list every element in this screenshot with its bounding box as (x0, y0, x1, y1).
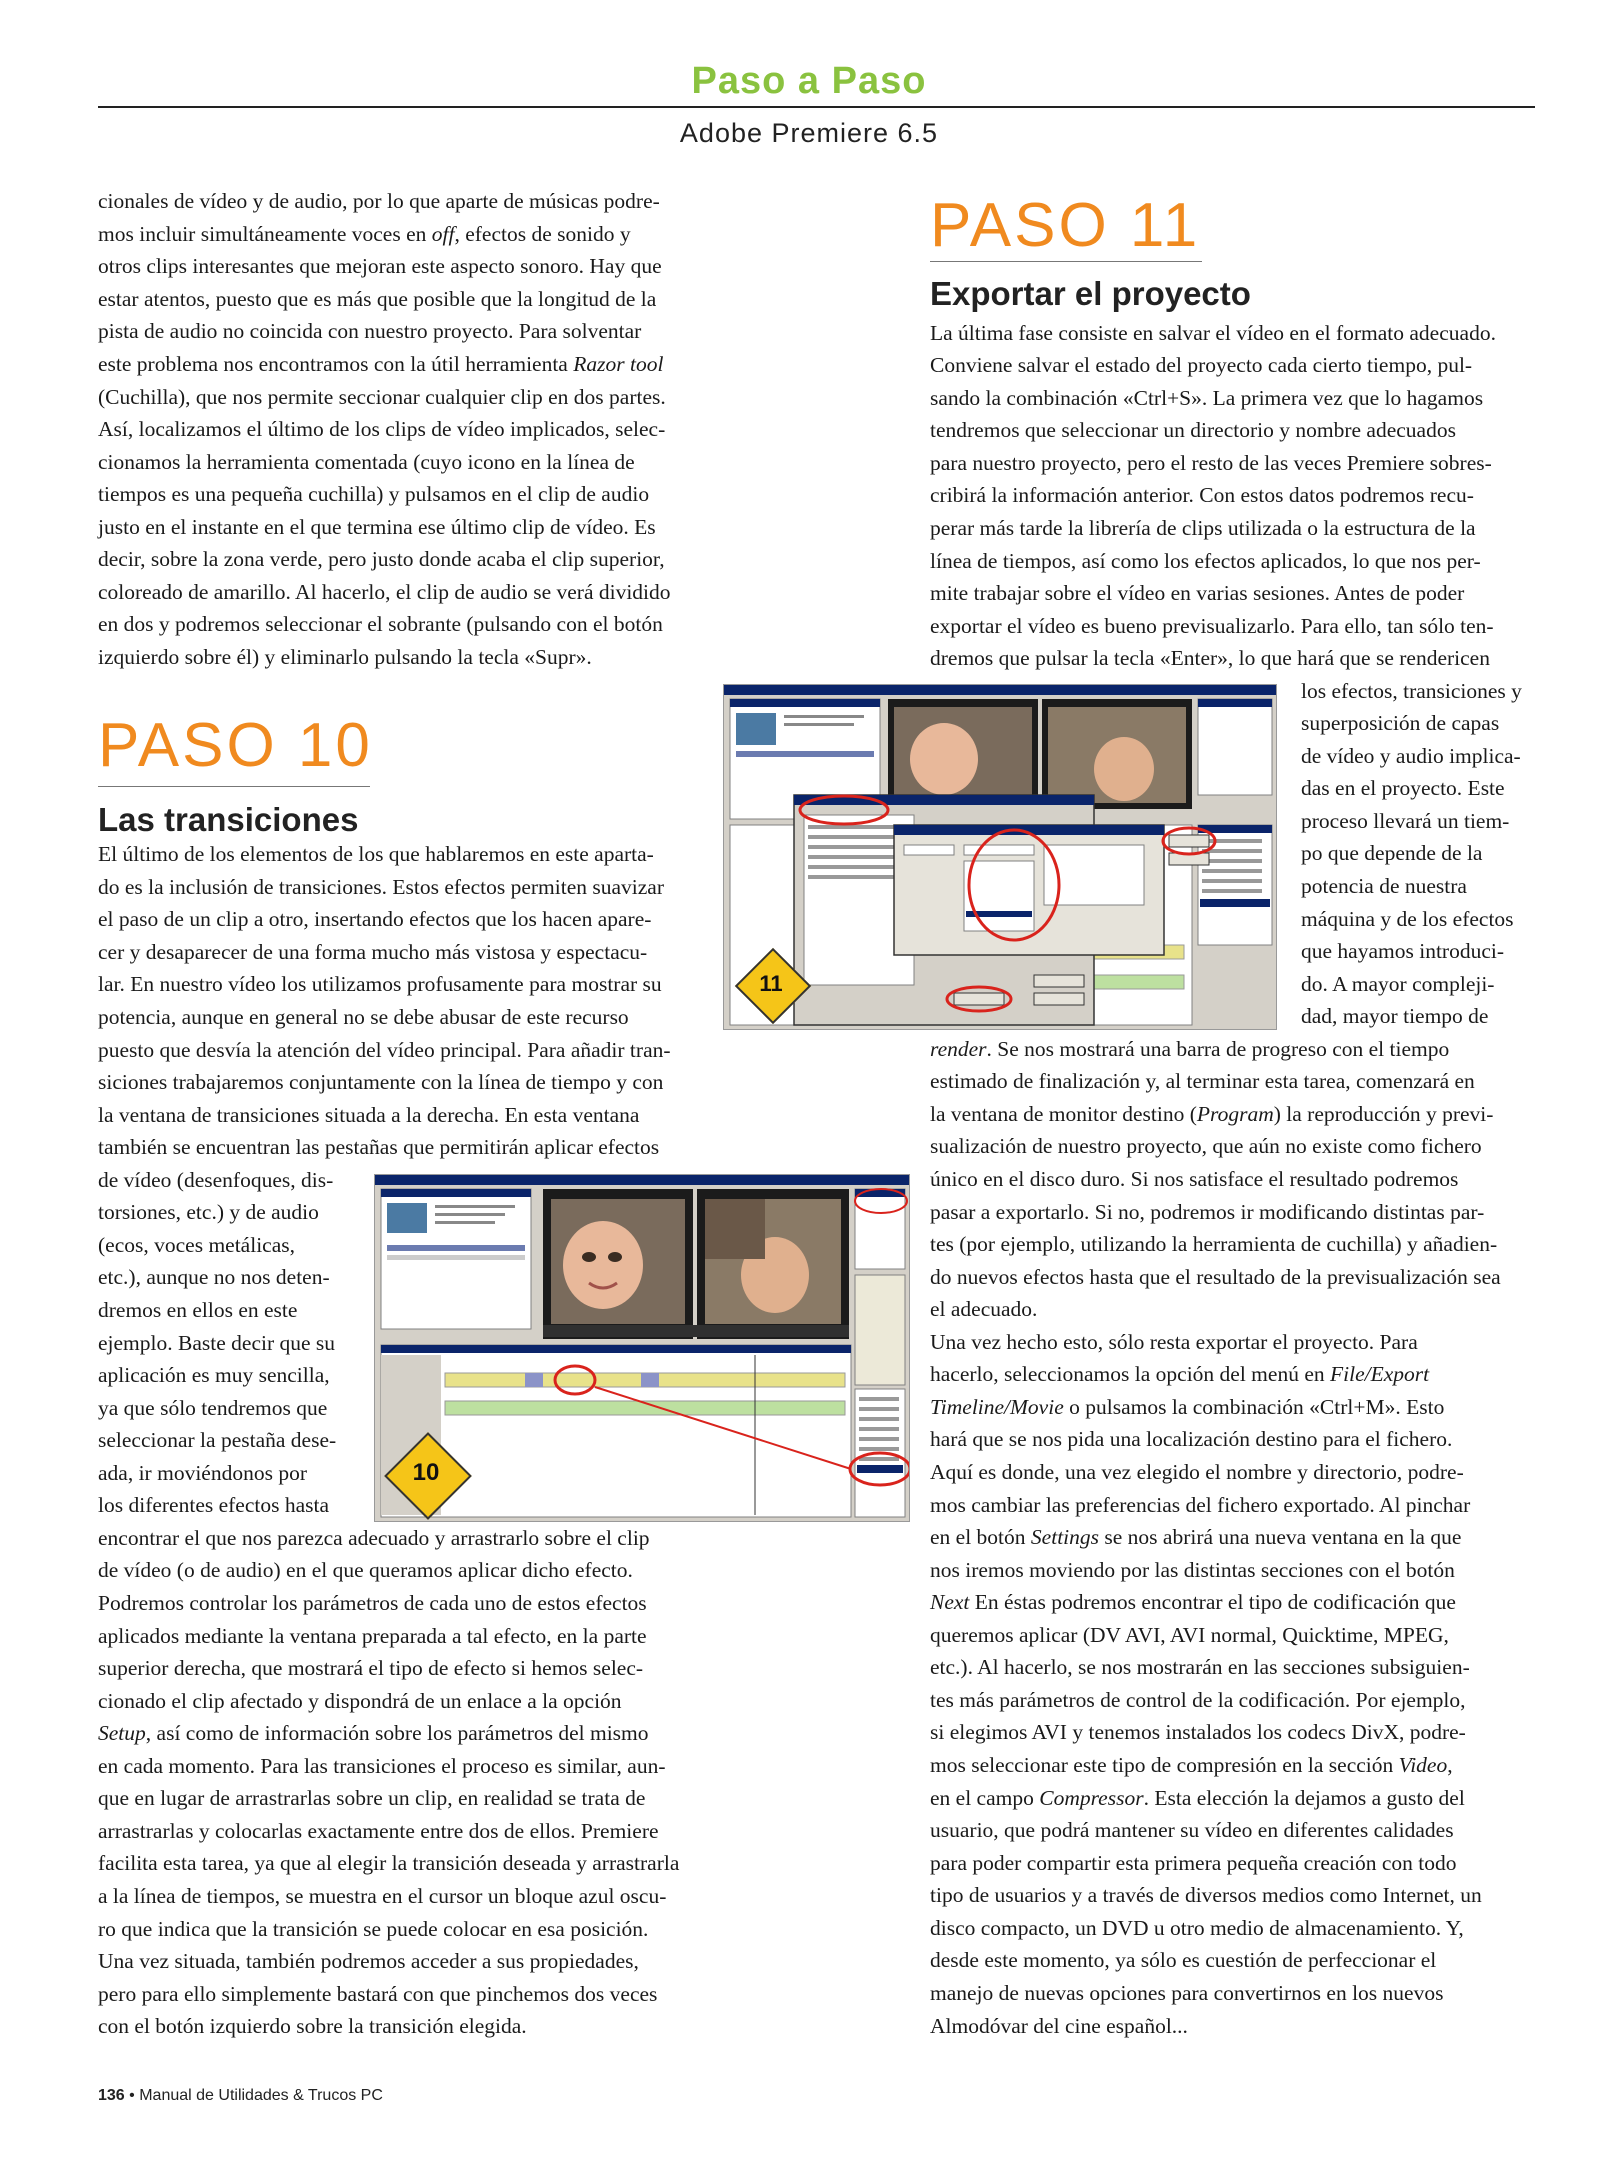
text-line: manejo de nuevas opciones para convertirnos en los nuevos (930, 1981, 1444, 2005)
text-line: a la línea de tiempos, se muestra en el cursor un bloque azul oscu- (98, 1884, 667, 1908)
text-line: facilita esta tarea, ya que al elegir la transición deseada y arrastrarla (98, 1851, 680, 1875)
text-line: aplicados mediante la ventana preparada a tal efecto, en la parte (98, 1624, 647, 1648)
text-line: dad, mayor tiempo de (1301, 1004, 1489, 1028)
text-line: de vídeo (desenfoques, dis- (98, 1168, 334, 1192)
text-line: para nuestro proyecto, pero el resto de las veces Premiere sobres- (930, 451, 1492, 475)
text-line: tes (por ejemplo, utilizando la herramienta de cuchilla) y añadien- (930, 1232, 1498, 1256)
text-line: otros clips interesantes que mejoran este aspecto sonoro. Hay que (98, 254, 662, 278)
paso-11-screenshot (723, 684, 1277, 1030)
text-line: do. A mayor compleji- (1301, 972, 1495, 996)
text-line: ya que sólo tendremos que (98, 1396, 328, 1420)
text-line: das en el proyecto. Este (1301, 776, 1505, 800)
paso-10-heading: PASO 10 (98, 711, 373, 780)
text-line: en cada momento. Para las transiciones el proceso es similar, aun- (98, 1754, 666, 1778)
text-line: cionales de vídeo y de audio, por lo que aparte de músicas podre- (98, 189, 660, 213)
text-line: mos incluir simultáneamente voces en off, efectos de sonido y (98, 222, 631, 246)
text-line: ejemplo. Baste decir que su (98, 1331, 336, 1355)
text-line: superposición de capas (1301, 711, 1500, 735)
text-line: Una vez situada, también podremos acceder a sus propiedades, (98, 1949, 639, 1973)
text-line: sualización de nuestro proyecto, que aún no existe como fichero (930, 1134, 1482, 1158)
text-line: etc.). Al hacerlo, se nos mostrarán en las secciones subsiguien- (930, 1655, 1470, 1679)
text-line: sando la combinación «Ctrl+S». La primera vez que lo hagamos (930, 386, 1484, 410)
text-line: aplicación es muy sencilla, (98, 1363, 330, 1387)
text-line: La última fase consiste en salvar el vídeo en el formato adecuado. (930, 321, 1496, 345)
text-line: exportar el vídeo es bueno previsualizarlo. Para ello, tan sólo ten- (930, 614, 1494, 638)
text-line: Aquí es donde, una vez elegido el nombre y directorio, podre- (930, 1460, 1464, 1484)
text-line: Next En éstas podremos encontrar el tipo de codificación que (930, 1590, 1456, 1614)
text-line: tendremos que seleccionar un directorio y nombre adecuados (930, 418, 1456, 442)
text-line: los diferentes efectos hasta (98, 1493, 330, 1517)
text-line: Una vez hecho esto, sólo resta exportar el proyecto. Para (930, 1330, 1418, 1354)
step-badge-11-label: 11 (759, 971, 783, 996)
paso-10-title: Las transiciones (98, 801, 359, 838)
text-line: proceso llevará un tiem- (1301, 809, 1510, 833)
text-line: pasar a exportarlo. Si no, podremos ir modificando distintas par- (930, 1200, 1485, 1224)
section-header: Paso a Paso (691, 60, 927, 102)
text-line: encontrar el que nos parezca adecuado y arrastrarlo sobre el clip (98, 1526, 650, 1550)
text-line: hará que se nos pida una localización destino para el fichero. (930, 1427, 1453, 1451)
text-line: para poder compartir esta primera pequeña creación con todo (930, 1851, 1457, 1875)
text-line: do es la inclusión de transiciones. Estos efectos permiten suavizar (98, 875, 665, 899)
step-badge-10-label: 10 (412, 1459, 440, 1486)
text-line: po que depende de la (1301, 841, 1483, 865)
text-line: potencia de nuestra (1301, 874, 1467, 898)
text-line: que hayamos introduci- (1301, 939, 1505, 963)
text-line: Conviene salvar el estado del proyecto cada cierto tiempo, pul- (930, 353, 1473, 377)
text-line: Timeline/Movie o pulsamos la combinación «Ctrl+M». Esto (930, 1395, 1445, 1419)
text-line: nos iremos moviendo por las distintas secciones con el botón (930, 1558, 1455, 1582)
text-line: dremos en ellos en este (98, 1298, 298, 1322)
paso-10-screenshot (374, 1174, 910, 1522)
text-line: desde este momento, ya sólo es cuestión de perfeccionar el (930, 1948, 1437, 1972)
text-line: puesto que desvía la atención del vídeo principal. Para añadir tran- (98, 1038, 671, 1062)
paso-10-rule (98, 786, 370, 787)
text-line: lar. En nuestro vídeo los utilizamos profusamente para mostrar su (98, 972, 662, 996)
text-line: máquina y de los efectos (1301, 907, 1514, 931)
text-line: Así, localizamos el último de los clips de vídeo implicados, selec- (98, 417, 666, 441)
text-line: en el campo Compressor. Esta elección la dejamos a gusto del (930, 1786, 1465, 1810)
paso-11-heading: PASO 11 (930, 191, 1201, 260)
text-line: el paso de un clip a otro, insertando efectos que los hacen apare- (98, 907, 652, 931)
text-line: Setup, así como de información sobre los parámetros del mismo (98, 1721, 649, 1745)
text-line: cribirá la información anterior. Con estos datos podremos recu- (930, 483, 1474, 507)
text-line: tes más parámetros de control de la codificación. Por ejemplo, (930, 1688, 1466, 1712)
text-line: de vídeo (o de audio) en el que queramos aplicar dicho efecto. (98, 1558, 633, 1582)
text-line: izquierdo sobre él) y eliminarlo pulsando la tecla «Supr». (98, 645, 592, 669)
text-line: dremos que pulsar la tecla «Enter», lo que hará que se rendericen (930, 646, 1490, 670)
text-line: de vídeo y audio implica- (1301, 744, 1521, 768)
text-line: torsiones, etc.) y de audio (98, 1200, 319, 1224)
text-line: justo en el instante en el que termina ese último clip de vídeo. Es (98, 515, 656, 539)
text-line: pista de audio no coincida con nuestro proyecto. Para solventar (98, 319, 642, 343)
footer-bullet: • (129, 2087, 135, 2104)
text-line: ada, ir moviéndonos por (98, 1461, 307, 1485)
text-line: (Cuchilla), que nos permite seccionar cualquier clip en dos partes. (98, 385, 666, 409)
text-line: línea de tiempos, así como los efectos aplicados, lo que nos per- (930, 549, 1481, 573)
text-line: en el botón Settings se nos abrirá una nueva ventana en la que (930, 1525, 1462, 1549)
text-line: la ventana de monitor destino (Program) la reproducción y previ- (930, 1102, 1494, 1126)
text-line: pero para ello simplemente bastará con que pinchemos dos veces (98, 1982, 658, 2006)
text-line: el adecuado. (930, 1297, 1038, 1321)
header-subtitle: Adobe Premiere 6.5 (679, 118, 939, 148)
text-line: hacerlo, seleccionamos la opción del menú en File/Export (930, 1362, 1430, 1386)
paso-11-title: Exportar el proyecto (930, 275, 1251, 312)
text-line: único en el disco duro. Si nos satisface el resultado podremos (930, 1167, 1459, 1191)
text-line: tiempos es una pequeña cuchilla) y pulsamos en el clip de audio (98, 482, 650, 506)
header-divider (98, 106, 1535, 108)
text-line: en dos y podremos seleccionar el sobrante (pulsando con el botón (98, 612, 663, 636)
text-line: Almodóvar del cine español... (930, 2014, 1188, 2038)
text-line: con el botón izquierdo sobre la transición elegida. (98, 2014, 527, 2038)
text-line: también se encuentran las pestañas que permitirán aplicar efectos (98, 1135, 660, 1159)
text-line: decir, sobre la zona verde, pero justo donde acaba el clip superior, (98, 547, 665, 571)
text-line: arrastrarlas y colocarlas exactamente entre dos de ellos. Premiere (98, 1819, 659, 1843)
text-line: render. Se nos mostrará una barra de progreso con el tiempo (930, 1037, 1450, 1061)
page-number: 136 (98, 2087, 125, 2104)
text-line: do nuevos efectos hasta que el resultado de la previsualización sea (930, 1265, 1501, 1289)
text-line: cer y desaparecer de una forma mucho más vistosa y espectacu- (98, 940, 648, 964)
text-line: perar más tarde la librería de clips utilizada o la estructura de la (930, 516, 1476, 540)
text-line: etc.), aunque no nos deten- (98, 1265, 330, 1289)
text-line: disco compacto, un DVD u otro medio de almacenamiento. Y, (930, 1916, 1464, 1940)
text-line: mos seleccionar este tipo de compresión en la sección Video, (930, 1753, 1453, 1777)
text-line: queremos aplicar (DV AVI, AVI normal, Quicktime, MPEG, (930, 1623, 1449, 1647)
text-line: Podremos controlar los parámetros de cada uno de estos efectos (98, 1591, 647, 1615)
text-line: usuario, que podrá mantener su vídeo en diferentes calidades (930, 1818, 1454, 1842)
text-line: ro que indica que la transición se puede colocar en esa posición. (98, 1917, 649, 1941)
text-line: siciones trabajaremos conjuntamente con la línea de tiempo y con (98, 1070, 664, 1094)
text-line: cionado el clip afectado y dispondrá de un enlace a la opción (98, 1689, 622, 1713)
text-line: la ventana de transiciones situada a la derecha. En esta ventana (98, 1103, 640, 1127)
text-line: estar atentos, puesto que es más que posible que la longitud de la (98, 287, 657, 311)
text-line: El último de los elementos de los que hablaremos en este aparta- (98, 842, 654, 866)
text-line: (ecos, voces metálicas, (98, 1233, 295, 1257)
text-line: seleccionar la pestaña dese- (98, 1428, 337, 1452)
page-footer (98, 2087, 383, 2105)
paso-11-rule (930, 261, 1202, 262)
text-line: cionamos la herramienta comentada (cuyo icono en la línea de (98, 450, 635, 474)
text-line: este problema nos encontramos con la útil herramienta Razor tool (98, 352, 664, 376)
text-line: superior derecha, que mostrará el tipo de efecto si hemos selec- (98, 1656, 644, 1680)
publication-name: Manual de Utilidades & Trucos PC (139, 2087, 383, 2104)
text-line: mos cambiar las preferencias del fichero exportado. Al pinchar (930, 1493, 1471, 1517)
text-line: potencia, aunque en general no se debe abusar de este recurso (98, 1005, 629, 1029)
premiere-export-image (724, 685, 1276, 1029)
text-line: mite trabajar sobre el vídeo en varias sesiones. Antes de poder (930, 581, 1465, 605)
text-line: estimado de finalización y, al terminar esta tarea, comenzará en (930, 1069, 1475, 1093)
text-line: si elegimos AVI y tenemos instalados los codecs DivX, podre- (930, 1720, 1466, 1744)
text-line: que en lugar de arrastrarlas sobre un clip, en realidad se trata de (98, 1786, 646, 1810)
text-line: los efectos, transiciones y (1301, 679, 1522, 703)
text-line: tipo de usuarios y a través de diversos medios como Internet, un (930, 1883, 1482, 1907)
text-line: coloreado de amarillo. Al hacerlo, el clip de audio se verá dividido (98, 580, 671, 604)
